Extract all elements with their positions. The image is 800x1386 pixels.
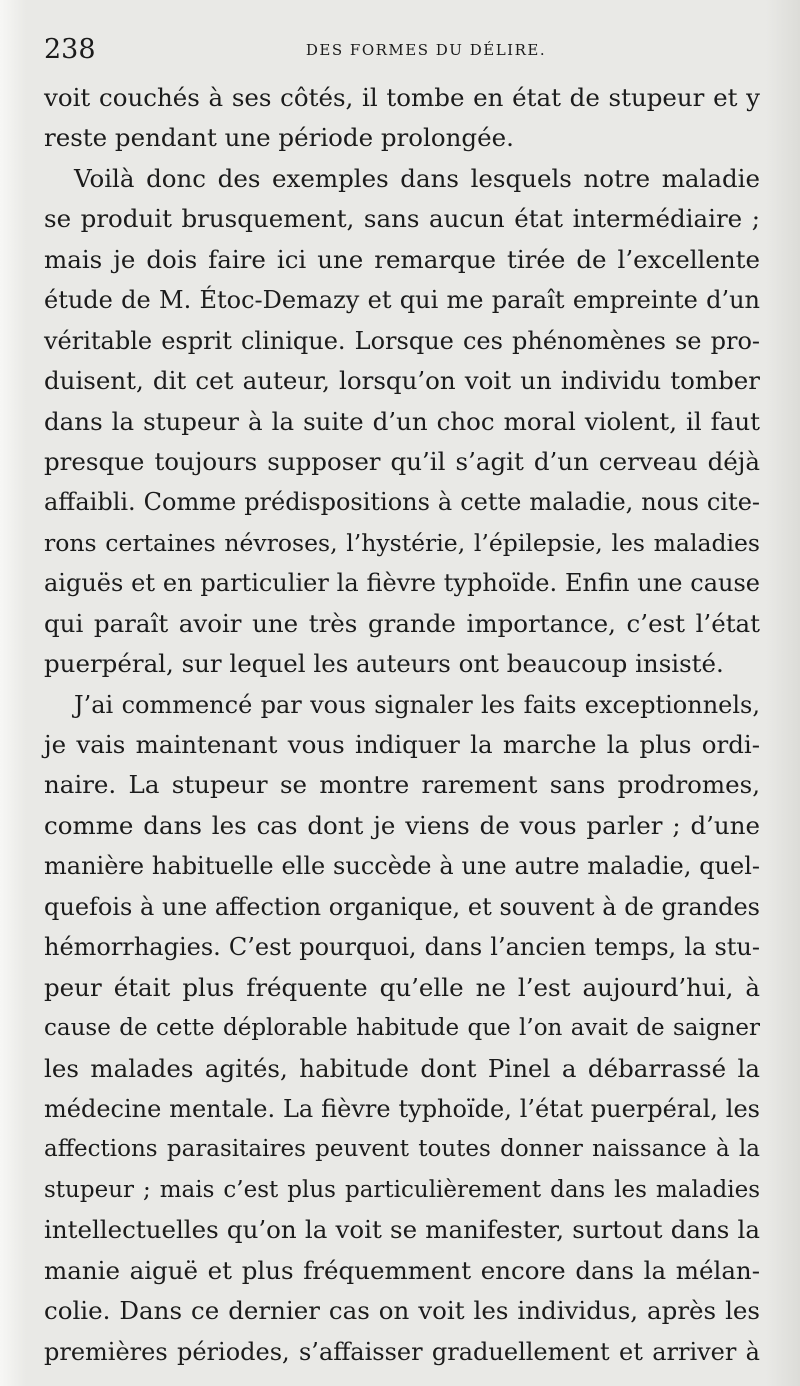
page-number: 238 bbox=[44, 34, 96, 65]
text-line: Voilà donc des exemples dans lesquels notre maladie bbox=[74, 163, 760, 193]
text-line: cause de cette déplorable habitude que l’on avait de saigner bbox=[44, 1015, 760, 1042]
text-line: rons certaines névroses, l’hystérie, l’épilepsie, les maladies bbox=[44, 528, 760, 557]
text-line: puerpéral, sur lequel les auteurs ont beaucoup insisté. bbox=[44, 649, 724, 679]
text-line: affections parasitaires peuvent toutes donner naissance à la bbox=[44, 1136, 760, 1163]
text-line: les malades agités, habitude dont Pinel a débarrassé la bbox=[44, 1053, 760, 1083]
text-line: véritable esprit clinique. Lorsque ces phénomènes se pro- bbox=[44, 326, 760, 355]
text-line: quefois à une affection organique, et souvent à de grandes bbox=[44, 892, 760, 921]
text-line: étude de M. Étoc-Demazy et qui me paraît empreinte d’un bbox=[44, 286, 760, 315]
text-line: reste pendant une période prolongée. bbox=[44, 123, 514, 153]
running-title: DES FORMES DU DÉLIRE. bbox=[305, 41, 547, 59]
text-line: mais je dois faire ici une remarque tirée de l’excellente bbox=[44, 244, 760, 274]
text-line: peur était plus fréquente qu’elle ne l’est aujourd’hui, à bbox=[44, 972, 760, 1002]
body-text bbox=[44, 78, 760, 1372]
text-line: je vais maintenant vous indiquer la marche la plus ordi- bbox=[44, 730, 760, 759]
text-line: stupeur ; mais c’est plus particulièrement dans les maladies bbox=[44, 1176, 760, 1203]
page-header bbox=[44, 30, 748, 70]
page-right-margin bbox=[766, 0, 800, 1386]
text-line: qui paraît avoir une très grande importance, c’est l’état bbox=[44, 608, 760, 638]
text-line: duisent, dit cet auteur, lorsqu’on voit un individu tomber bbox=[44, 366, 760, 396]
text-line: dans la stupeur à la suite d’un choc moral violent, il faut bbox=[44, 406, 760, 436]
text-line: premières périodes, s’affaisser graduellement et arriver à bbox=[44, 1337, 760, 1366]
text-line: hémorrhagies. C’est pourquoi, dans l’ancien temps, la stu- bbox=[44, 933, 760, 962]
text-line: presque toujours supposer qu’il s’agit d’un cerveau déjà bbox=[44, 446, 760, 476]
text-line: affaibli. Comme prédispositions à cette maladie, nous cite- bbox=[44, 488, 760, 517]
text-line: naire. La stupeur se montre rarement sans prodromes, bbox=[44, 770, 760, 800]
text-line: aiguës et en particulier la fièvre typhoïde. Enfin une cause bbox=[44, 569, 760, 598]
text-line: comme dans les cas dont je viens de vous parler ; d’une bbox=[44, 810, 760, 840]
text-line: manière habituelle elle succède à une autre maladie, quel- bbox=[44, 852, 760, 881]
text-line: se produit brusquement, sans aucun état intermédiaire ; bbox=[44, 204, 760, 234]
text-line: manie aiguë et plus fréquemment encore dans la mélan- bbox=[44, 1255, 760, 1285]
text-line: intellectuelles qu’on la voit se manifester, surtout dans la bbox=[44, 1215, 760, 1245]
text-line: colie. Dans ce dernier cas on voit les individus, après les bbox=[44, 1296, 760, 1326]
text-line: médecine mentale. La fièvre typhoïde, l’état puerpéral, les bbox=[44, 1094, 760, 1123]
text-line: J’ai commencé par vous signaler les faits exceptionnels, bbox=[74, 690, 760, 719]
page-left-margin bbox=[0, 0, 26, 1386]
text-line: voit couchés à ses côtés, il tombe en état de stupeur et y bbox=[44, 83, 760, 112]
